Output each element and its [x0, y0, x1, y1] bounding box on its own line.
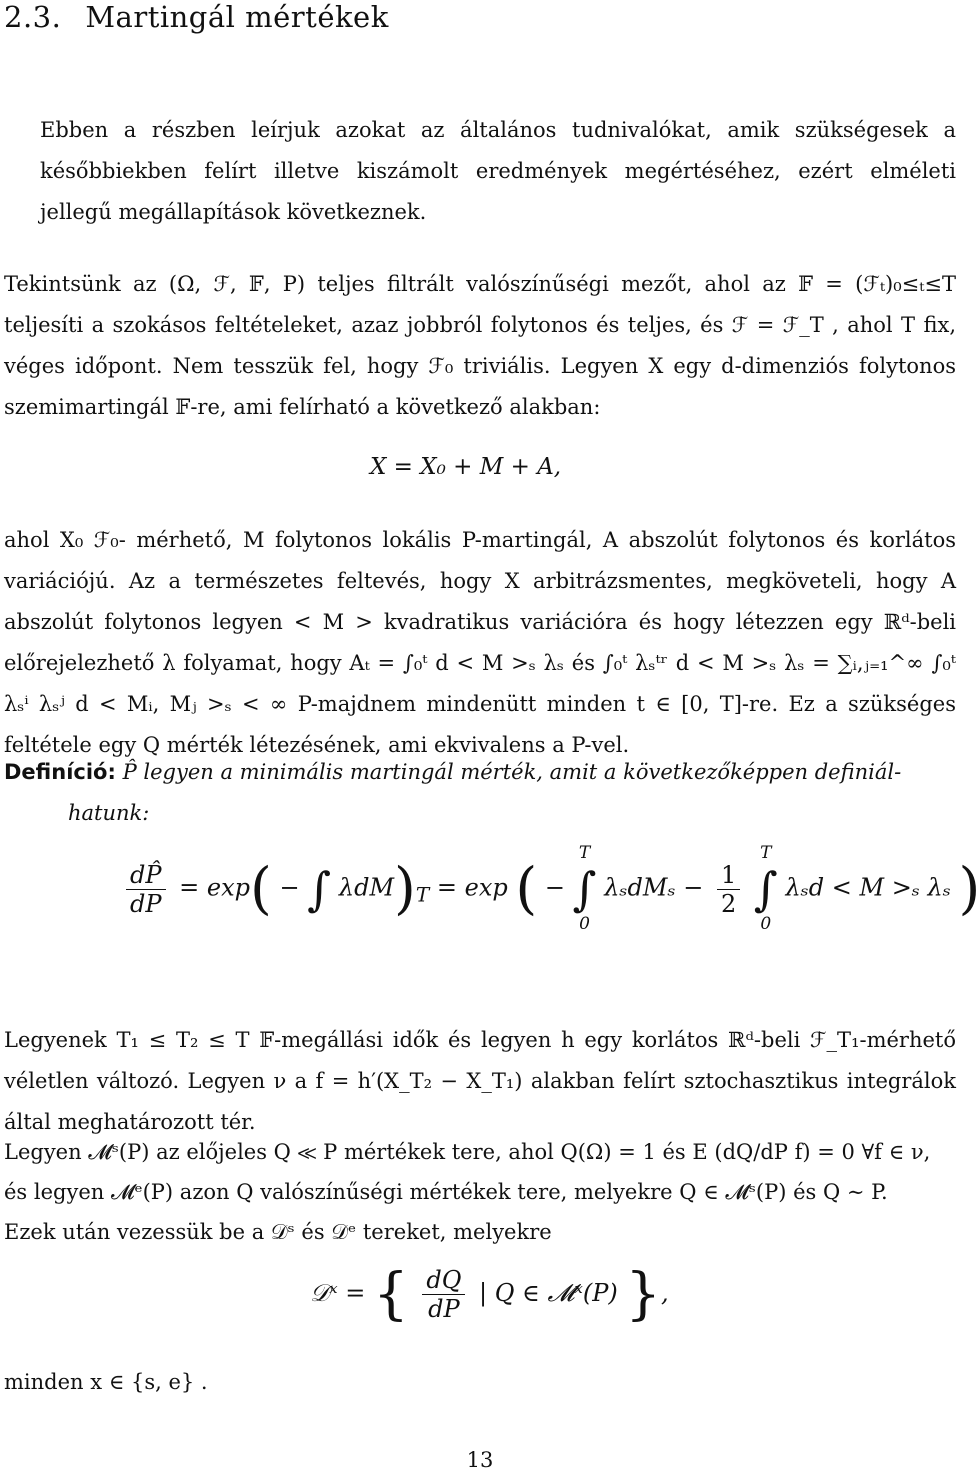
decomposition-equation: X = X₀ + M + A, [370, 454, 562, 480]
half-denominator: 2 [720, 889, 737, 918]
assumptions-paragraph: ahol X₀ ℱ₀- mérhető, M folytonos lokális P-martingál, A abszolút folytonos és korlátos variációjú. Az a természetes feltevés, hogy X arbitrázsmentes, megköveteli, hogy A abszolút folytonos legyen < M > kvadratikus variációra és hogy létezzen egy ℝᵈ-beli előrejelezhető λ folyamat, hogy Aₜ = ∫₀ᵗ d < M >ₛ λₛ és ∫₀ᵗ λₛᵗʳ d < M >ₛ λₛ = ∑ᵢ,ⱼ₌₁^∞ ∫₀ᵗ λₛⁱ λₛʲ d < Mᵢ, Mⱼ >ₛ < ∞ P-majdnem mindenütt minden t ∈ [0, T]-re. Ez a szükséges feltétele egy Q mérték létezésének, ami ekvivalens a P-vel. [4, 528, 956, 757]
final-line: minden x ∈ {s, e} . [4, 1370, 208, 1394]
set-denominator: dP [428, 1295, 460, 1323]
integral-limits-1 [573, 845, 597, 933]
minimal-martingale-equation [120, 845, 980, 933]
set-lhs: 𝒟ˣ = [310, 1279, 366, 1307]
upper-limit-2: T [760, 843, 772, 863]
term-1: λₛdMₛ [604, 873, 676, 902]
set-fraction [422, 1266, 465, 1323]
big-paren-open: ( [515, 856, 538, 922]
brace-close: } [625, 1262, 662, 1327]
exp-label: exp [206, 873, 251, 902]
paren-close: ) [394, 856, 416, 922]
integral-limits-2 [754, 845, 778, 933]
paren-open: ( [250, 856, 272, 922]
stopping-times-paragraph: Legyenek T₁ ≤ T₂ ≤ T 𝔽-megállási idők és legyen h egy korlátos ℝᵈ-beli ℱ_T₁-mérhető véletlen változó. Legyen ν a f = h′(X_T₂ − X_T₁) alakban felírt sztochasztikus integrálok által meghatározott tér. [4, 1028, 956, 1134]
introduce-sets-paragraph: Ezek után vezessük be a 𝒟ˢ és 𝒟ᵉ tereket, melyekre [4, 1220, 552, 1244]
definition-label: Definíció: [4, 760, 116, 784]
lower-limit: 0 [579, 914, 590, 934]
section-title: Martingál mértékek [85, 0, 389, 34]
subscript-T: T [415, 882, 430, 907]
minus-sign-3: − [683, 873, 704, 902]
definition-text: P̂ legyen a minimális martingál mérték, amit a következőképpen definiál- [122, 760, 902, 784]
radon-nikodym-fraction [126, 861, 166, 918]
intro-paragraph: Ebben a részben leírjuk azokat az általános tudnivalókat, amik szükségesek a későbbiekben felírt illetve kiszámolt eredmények megértéséhez, ezért elméleti jellegű megállapítások következnek. [40, 118, 956, 224]
big-paren-close: ) [958, 856, 980, 922]
half-numerator: 1 [717, 861, 740, 890]
exp-label-2: = exp [436, 873, 508, 902]
equals-sign: = [179, 873, 200, 902]
page-number: 13 [466, 1448, 494, 1472]
term-2: λₛd < M >ₛ λₛ [785, 873, 951, 902]
set-definition-equation [310, 1262, 669, 1327]
signed-measures-paragraph: Legyen 𝓜ˢ(P) az előjeles Q ≪ P mértékek tere, ahol Q(Ω) = 1 és E (dQ/dP f) = 0 ∀f ∈ ν, [4, 1140, 931, 1164]
section-heading [4, 0, 389, 34]
fraction-numerator: dP̂ [126, 861, 166, 890]
minus-sign-2: − [544, 873, 565, 902]
set-tail: , [661, 1279, 669, 1307]
section-number: 2.3. [4, 0, 62, 34]
set-condition: Q ∈ 𝓜ˣ(P) [494, 1279, 618, 1307]
divider-bar: | [479, 1279, 495, 1307]
lower-limit-2: 0 [760, 914, 772, 934]
integral-sign: ∫ [307, 862, 332, 916]
integral-sign-2: ∫ [572, 862, 597, 916]
integrand: λdM [338, 873, 395, 902]
half-fraction [717, 861, 740, 918]
integral-sign-3: ∫ [753, 862, 778, 916]
setup-paragraph: Tekintsünk az (Ω, ℱ, 𝔽, P) teljes filtrált valószínűségi mezőt, ahol az 𝔽 = (ℱₜ)₀≤ₜ≤T teljesíti a szokásos feltételeket, azaz jobbról folytonos és teljes, és ℱ = ℱ_T , ahol T fix, véges időpont. Nem tesszük fel, hogy ℱ₀ triviális. Legyen X egy d-dimenziós folytonos szemimartingál 𝔽-re, ami felírható a következő alakban: [4, 272, 956, 419]
fraction-denominator: dP [130, 889, 162, 918]
definition-block [4, 752, 944, 834]
brace-open: { [373, 1262, 409, 1327]
equivalent-measures-paragraph: és legyen 𝓜ᵉ(P) azon Q valószínűségi mértékek tere, melyekre Q ∈ 𝓜ˢ(P) és Q ∼ P. [4, 1180, 888, 1204]
definition-text-cont: hatunk: [68, 801, 150, 825]
minus-sign: − [279, 873, 300, 902]
set-numerator: dQ [422, 1266, 465, 1295]
upper-limit: T [578, 843, 591, 863]
